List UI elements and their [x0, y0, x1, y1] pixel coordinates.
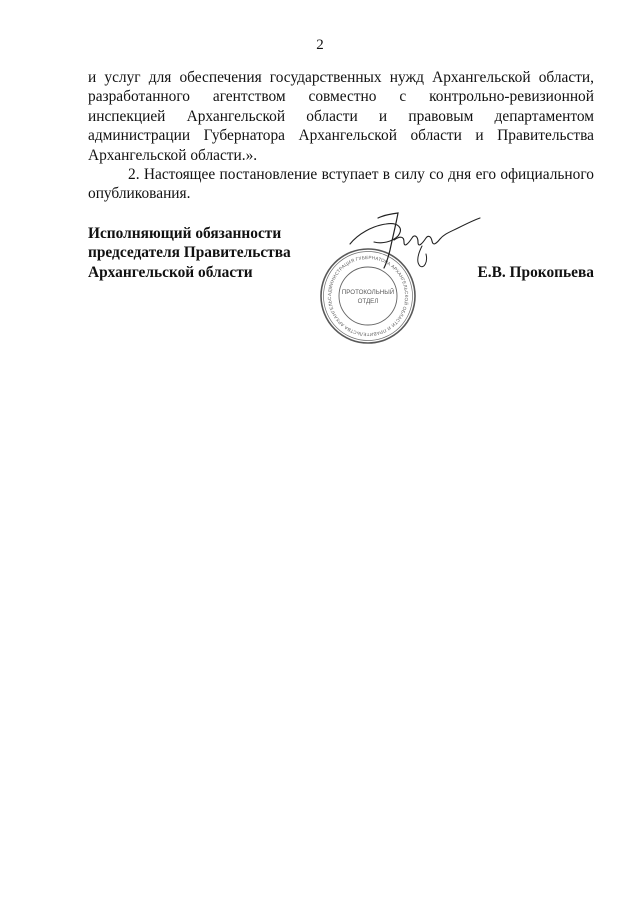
handwritten-signature	[338, 206, 488, 286]
signatory-title-line-1: Исполняющий обязанности	[88, 225, 282, 242]
seal-center-line-1: ПРОТОКОЛЬНЫЙ	[341, 289, 395, 296]
signatory-name: Е.В. Прокопьева	[477, 263, 594, 281]
signature-block	[88, 220, 594, 370]
seal-center-line-2: ОТДЕЛ	[357, 298, 379, 305]
seal-ring-text: АДМИНИСТРАЦИЯ ГУБЕРНАТОРА АРХАНГЕЛЬСКОЙ ОБЛАСТИ И ПРАВИТЕЛЬСТВА АРХАНГЕЛЬС	[326, 254, 410, 338]
body-paragraph-continuation: и услуг для обеспечения государственных нужд Архангельской области, разработанного агентством совместно с контрольно-ревизионной инспекцией Архангельской области и правовым департаментом администрации Губернатора Архангельской области и Правительства Архангельской области.».	[88, 69, 594, 164]
body-paragraph-effective-date: 2. Настоящее постановление вступает в силу со дня его официального опубликования.	[88, 166, 594, 203]
signatory-title-line-3: Архангельской области	[88, 263, 253, 281]
document-body	[88, 68, 594, 204]
signatory-title-line-2: председателя Правительства	[88, 244, 291, 262]
page-number: 2	[316, 37, 324, 53]
signatory-title	[88, 224, 291, 282]
